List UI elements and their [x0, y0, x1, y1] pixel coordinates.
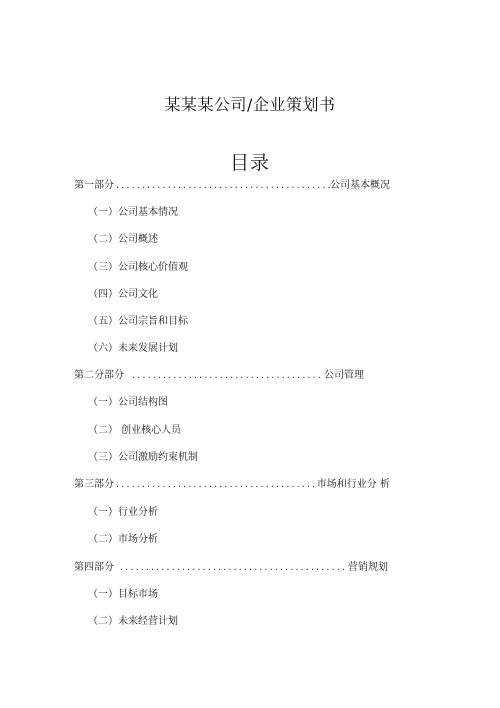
- toc-item[interactable]: （五）公司宗旨和目标: [88, 316, 188, 327]
- toc-part-title: 公司基本概况: [330, 180, 390, 191]
- toc-item[interactable]: （二）市场分析: [88, 534, 158, 545]
- toc-leader-dots: [124, 369, 324, 383]
- toc-part-title: 营销规划: [348, 562, 388, 573]
- toc-part-label: 第三部分: [74, 479, 114, 490]
- toc-item[interactable]: （一）目标市场: [88, 589, 158, 600]
- toc-item[interactable]: （四）公司文化: [88, 289, 158, 300]
- toc-leader-dots: [114, 561, 348, 575]
- toc-part-title: 市场和行业分 析: [316, 479, 390, 490]
- toc-item[interactable]: （二） 创业核心人员: [88, 425, 182, 436]
- toc-leader-dots: [114, 179, 330, 193]
- toc-part-1[interactable]: [74, 179, 390, 193]
- toc-item[interactable]: （六）未来发展计划: [88, 343, 178, 354]
- toc-item[interactable]: （一）公司结构图: [88, 397, 168, 408]
- toc-part-3[interactable]: [74, 478, 390, 492]
- toc-part-label: 第一部分: [74, 180, 114, 191]
- toc-leader-dots: [114, 478, 317, 492]
- toc-part-title: 公司管理: [324, 370, 364, 381]
- toc-item[interactable]: （二）未来经营计划: [88, 616, 178, 627]
- toc-part-label: 第四部分: [74, 562, 114, 573]
- toc-item[interactable]: （一）行业分析: [88, 507, 158, 518]
- toc-item[interactable]: （三）公司核心价值观: [88, 262, 188, 273]
- toc-item[interactable]: （二）公司概述: [88, 234, 158, 245]
- toc-part-2[interactable]: [74, 369, 364, 383]
- toc-item[interactable]: （三）公司激励约束机制: [88, 452, 198, 463]
- toc-heading: 目录: [229, 152, 270, 174]
- toc-part-4[interactable]: [74, 561, 388, 575]
- toc-item[interactable]: （一）公司基本情况: [88, 207, 178, 218]
- toc-part-label: 第二分部分: [74, 370, 124, 381]
- document-title: 某某某公司/企业策划书: [164, 95, 336, 114]
